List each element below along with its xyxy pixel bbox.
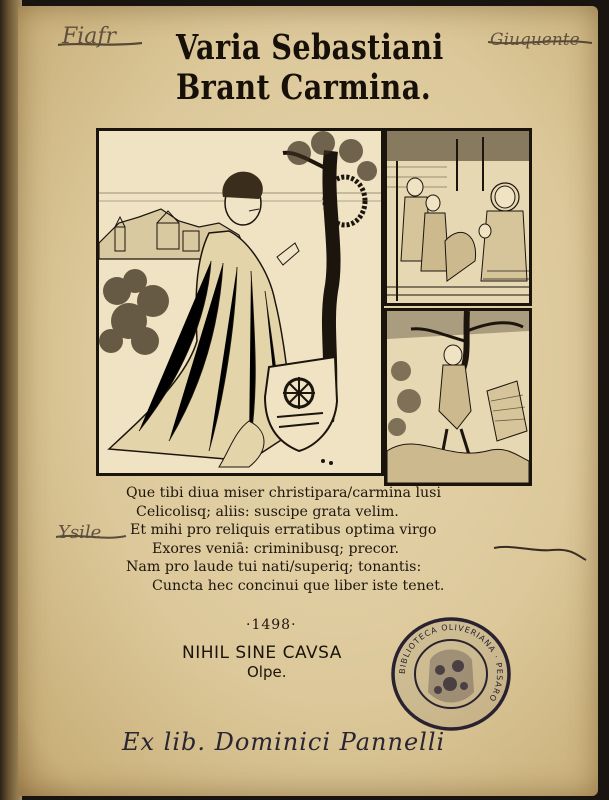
page-title [176, 27, 444, 108]
library-seal-icon [388, 614, 514, 734]
strike-through-mark [56, 38, 144, 52]
verse-line: Nam pro laude tui nati/superiq; tonantis: [126, 559, 422, 576]
verse-line: Exores veniā: criminibusq; precor. [152, 540, 399, 557]
verse-line: Cuncta hec concinui que liber iste tenet. [152, 577, 445, 594]
publication-date: ·1498· [246, 617, 297, 633]
adoration-scene-illustration [387, 131, 529, 303]
ownership-inscription: Ex lib. Dominici Pannelli [122, 728, 446, 756]
woodcut-top-right [384, 128, 532, 306]
printing-place: Olpe. [247, 663, 287, 681]
woodcut-main [96, 128, 384, 476]
kneeling-author-illustration [99, 131, 381, 473]
margin-note-left-verse: Ysile [58, 522, 101, 543]
margin-note-top-right: Giuquente [490, 30, 580, 50]
verse-line: Et mihi pro reliquis erratibus optima virgo [130, 522, 437, 539]
dedicatory-verse [126, 484, 516, 596]
printer-motto: NIHIL SINE CAVSA [182, 643, 342, 663]
library-stamp [388, 614, 514, 734]
stamp-ring-text: BIBLIOTECA OLIVERIANA · PESARO [397, 622, 505, 704]
strike-through-mark [486, 36, 596, 50]
verse-line: Celicolisq; aliis: suscipe grata velim. [136, 503, 399, 520]
strike-through-mark [54, 530, 130, 544]
title-line-2: Brant Carmina. [176, 67, 432, 108]
martyrdom-scene-illustration [387, 311, 529, 483]
verse-line: Que tibi diua miser christipara/carmina lusi [126, 485, 441, 501]
margin-note-top-left: Fiafr [62, 24, 116, 49]
title-line-1: Varia Sebastiani [176, 27, 444, 68]
woodcut-bottom-right [384, 308, 532, 486]
